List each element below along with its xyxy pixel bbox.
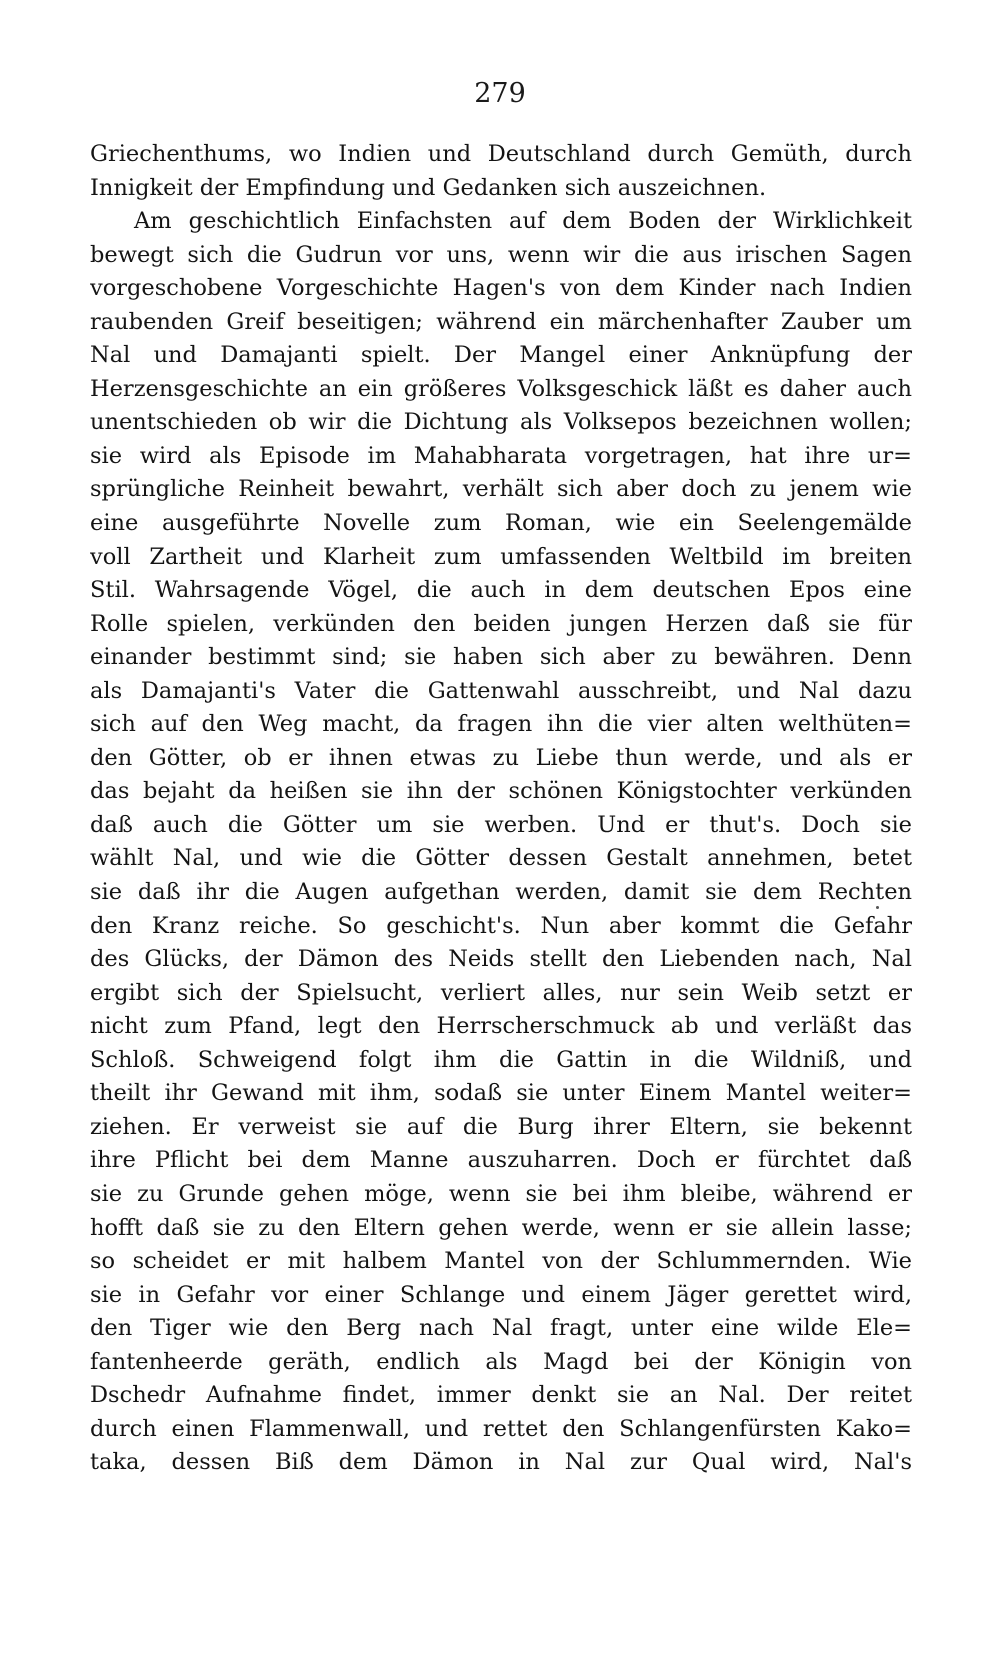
text-line: daß auch die Götter um sie werben. Und er thut's. Doch sie [90, 811, 912, 838]
text-line: theilt ihr Gewand mit ihm, sodaß sie unter Einem Mantel weiter= [90, 1080, 912, 1107]
text-line: Nal und Damajanti spielt. Der Mangel einer Anknüpfung der [90, 342, 912, 369]
text-line: raubenden Greif beseitigen; während ein märchenhafter Zauber um [90, 308, 912, 335]
text-line: Stil. Wahrsagende Vögel, die auch in dem deutschen Epos eine [90, 577, 912, 604]
text-line: als Damajanti's Vater die Gattenwahl ausschreibt, und Nal dazu [90, 677, 912, 704]
print-speck [876, 906, 879, 909]
page-number: 279 [474, 78, 526, 109]
text-line: das bejaht da heißen sie ihn der schönen Königstochter verkünden [90, 778, 912, 805]
text-line: Dschedr Aufnahme findet, immer denkt sie an Nal. Der reitet [90, 1382, 912, 1409]
text-line: Herzensgeschichte an ein größeres Volksgeschick läßt es daher auch [90, 375, 912, 402]
text-line: den Götter, ob er ihnen etwas zu Liebe thun werde, und als er [90, 744, 912, 771]
text-line: taka, dessen Biß dem Dämon in Nal zur Qual wird, Nal's [90, 1449, 912, 1476]
text-line: den Kranz reiche. So geschicht's. Nun aber kommt die Gefahr [90, 912, 912, 939]
text-line: fantenheerde geräth, endlich als Magd bei der Königin von [90, 1348, 912, 1375]
text-line: Rolle spielen, verkünden den beiden jungen Herzen daß sie für [90, 610, 912, 637]
text-line: sie wird als Episode im Mahabharata vorgetragen, hat ihre ur= [90, 442, 912, 469]
text-line: vorgeschobene Vorgeschichte Hagen's von dem Kinder nach Indien [90, 275, 912, 302]
text-line: unentschieden ob wir die Dichtung als Volksepos bezeichnen wollen; [90, 409, 912, 436]
text-line: voll Zartheit und Klarheit zum umfassenden Weltbild im breiten [90, 543, 912, 570]
text-line: des Glücks, der Dämon des Neids stellt den Liebenden nach, Nal [90, 946, 912, 973]
text-line: sprüngliche Reinheit bewahrt, verhält sich aber doch zu jenem wie [90, 476, 912, 503]
text-line: sie daß ihr die Augen aufgethan werden, damit sie dem Rechten [90, 879, 912, 906]
text-line: eine ausgeführte Novelle zum Roman, wie ein Seelengemälde [90, 510, 912, 537]
text-line: Innigkeit der Empfindung und Gedanken sich auszeichnen. [90, 174, 767, 201]
text-line: sie in Gefahr vor einer Schlange und einem Jäger gerettet wird, [90, 1281, 912, 1308]
text-line: ergibt sich der Spielsucht, verliert alles, nur sein Weib setzt er [90, 979, 912, 1006]
text-line: bewegt sich die Gudrun vor uns, wenn wir die aus irischen Sagen [90, 241, 912, 268]
text-line: ihre Pflicht bei dem Manne auszuharren. Doch er fürchtet daß [90, 1147, 912, 1174]
text-line: hofft daß sie zu den Eltern gehen werde, wenn er sie allein lasse; [90, 1214, 912, 1241]
text-line: ziehen. Er verweist sie auf die Burg ihrer Eltern, sie bekennt [90, 1113, 912, 1140]
text-line: so scheidet er mit halbem Mantel von der Schlummernden. Wie [90, 1248, 912, 1275]
text-line: sich auf den Weg macht, da fragen ihn die vier alten welthüten= [90, 711, 912, 738]
text-line: nicht zum Pfand, legt den Herrscherschmuck ab und verläßt das [90, 1013, 912, 1040]
text-line: Am geschichtlich Einfachsten auf dem Boden der Wirklichkeit [134, 208, 912, 235]
text-line: wählt Nal, und wie die Götter dessen Gestalt annehmen, betet [90, 845, 912, 872]
text-line: durch einen Flammenwall, und rettet den Schlangenfürsten Kako= [90, 1415, 912, 1442]
text-line: Schloß. Schweigend folgt ihm die Gattin in die Wildniß, und [90, 1046, 912, 1073]
text-line: sie zu Grunde gehen möge, wenn sie bei ihm bleibe, während er [90, 1180, 912, 1207]
body-text [90, 138, 912, 1480]
text-line: den Tiger wie den Berg nach Nal fragt, unter eine wilde Ele= [90, 1315, 912, 1342]
text-line: Griechenthums, wo Indien und Deutschland durch Gemüth, durch [90, 141, 912, 167]
text-line: einander bestimmt sind; sie haben sich aber zu bewähren. Denn [90, 644, 912, 671]
